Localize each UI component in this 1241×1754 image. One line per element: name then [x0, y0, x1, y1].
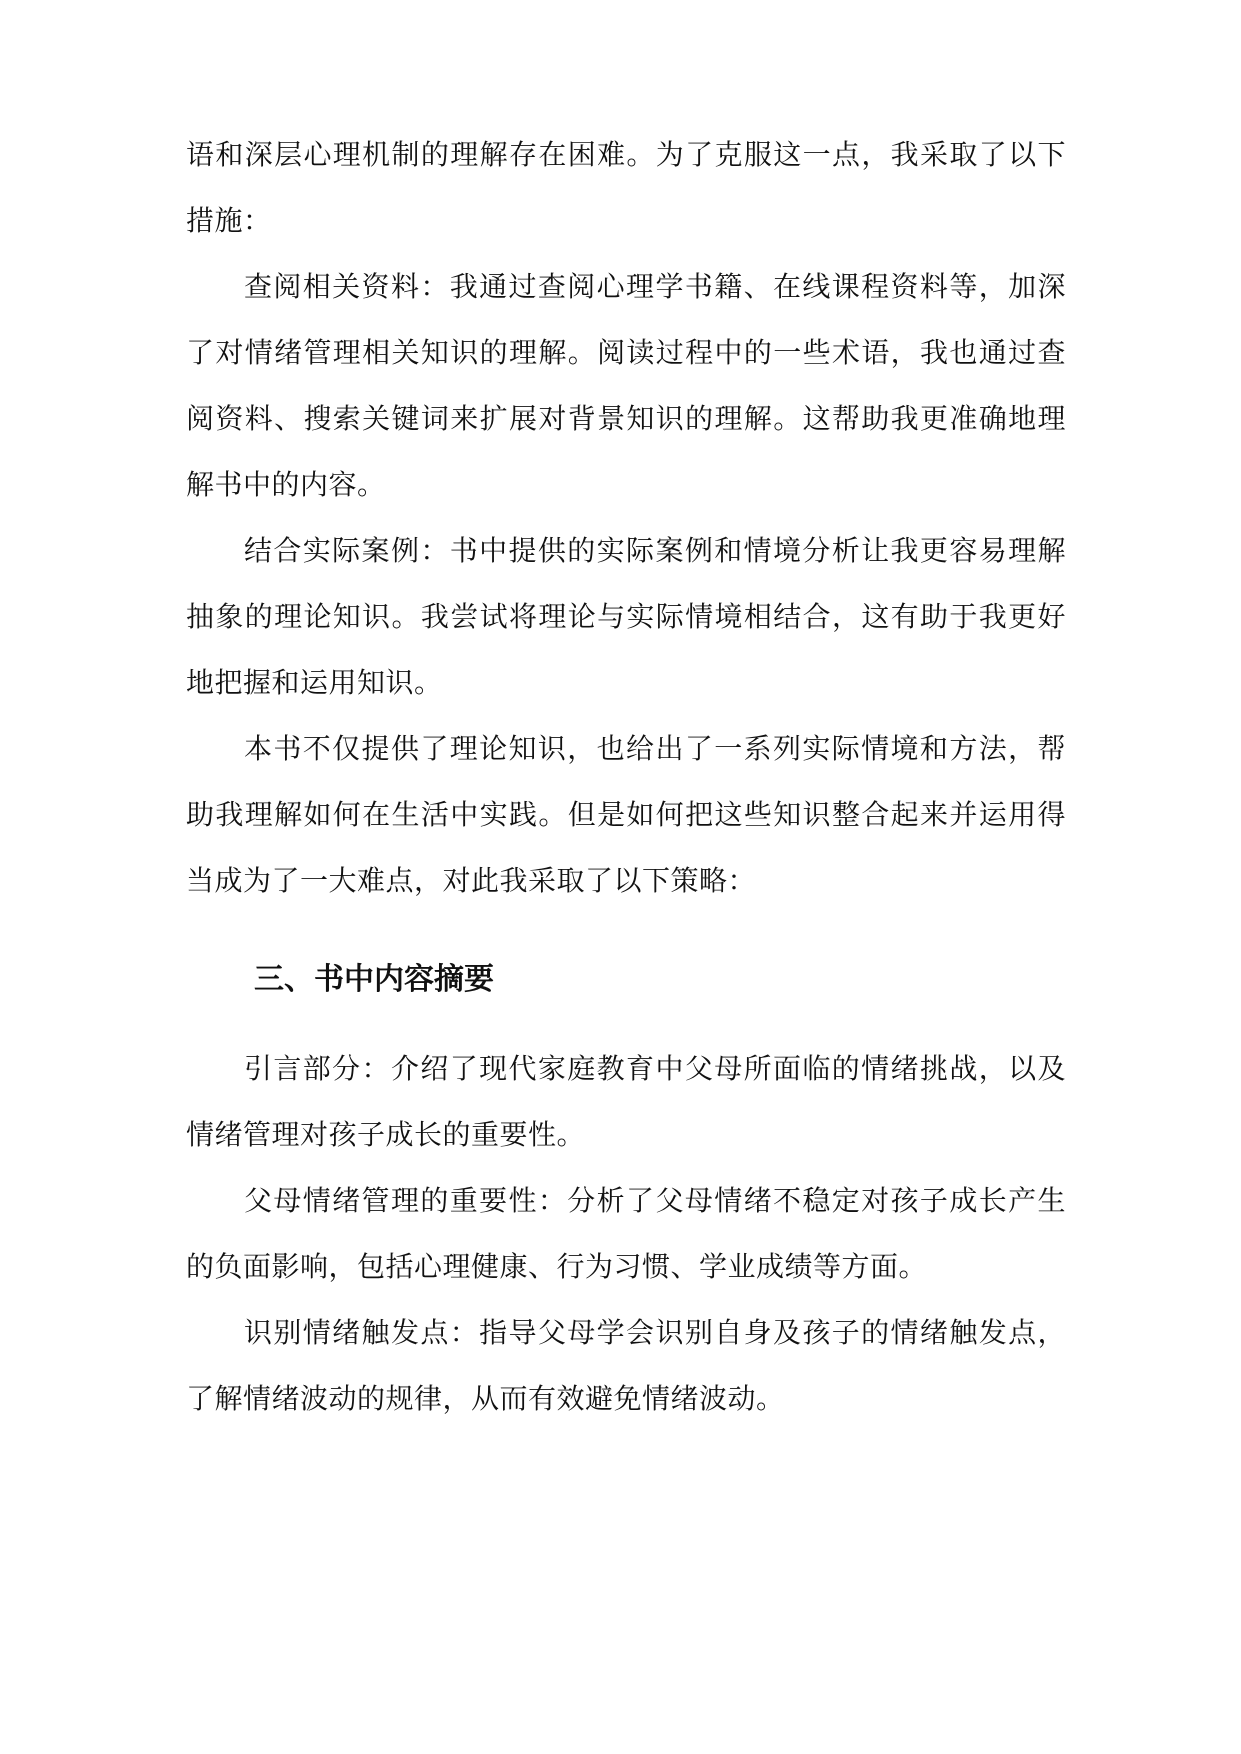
text-line: 的负面影响，包括心理健康、行为习惯、学业成绩等方面。: [186, 1250, 928, 1283]
paragraph-first-line: 本书不仅提供了理论知识，也给出了一系列实际情境和方法，帮: [244, 732, 1066, 765]
text-line: 当成为了一大难点，对此我采取了以下策略：: [186, 864, 757, 897]
text-line: 阅资料、搜索关键词来扩展对背景知识的理解。这帮助我更准确地理: [186, 402, 1066, 435]
text-line: 地把握和运用知识。: [186, 666, 443, 699]
section-heading: 三、书中内容摘要: [254, 962, 494, 997]
paragraph-first-line: 引言部分：介绍了现代家庭教育中父母所面临的情绪挑战，以及: [244, 1052, 1066, 1085]
text-line: 助我理解如何在生活中实践。但是如何把这些知识整合起来并运用得: [186, 798, 1066, 831]
paragraph-first-line: 父母情绪管理的重要性：分析了父母情绪不稳定对孩子成长产生: [244, 1184, 1066, 1217]
text-line: 措施：: [186, 204, 272, 237]
paragraph-first-line: 查阅相关资料：我通过查阅心理学书籍、在线课程资料等，加深: [244, 270, 1066, 303]
paragraph-first-line: 识别情绪触发点：指导父母学会识别自身及孩子的情绪触发点，: [244, 1316, 1066, 1349]
text-line: 抽象的理论知识。我尝试将理论与实际情境相结合，这有助于我更好: [186, 600, 1066, 633]
text-line: 语和深层心理机制的理解存在困难。为了克服这一点，我采取了以下: [186, 138, 1066, 171]
text-line: 解书中的内容。: [186, 468, 386, 501]
text-line: 情绪管理对孩子成长的重要性。: [186, 1118, 586, 1151]
paragraph-first-line: 结合实际案例：书中提供的实际案例和情境分析让我更容易理解: [244, 534, 1066, 567]
text-line: 了解情绪波动的规律，从而有效避免情绪波动。: [186, 1382, 785, 1415]
text-line: 了对情绪管理相关知识的理解。阅读过程中的一些术语，我也通过查: [186, 336, 1066, 369]
